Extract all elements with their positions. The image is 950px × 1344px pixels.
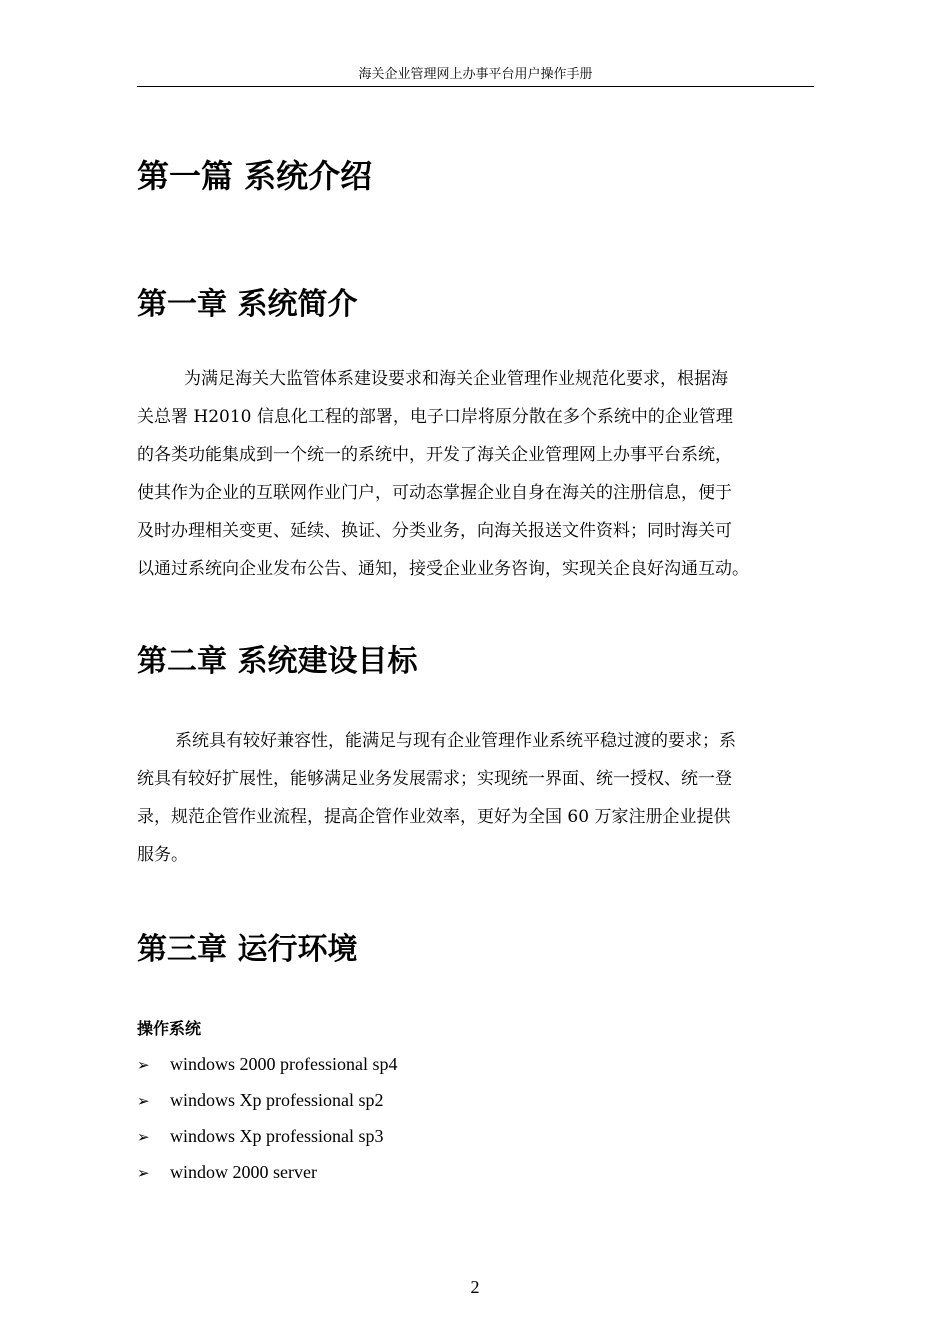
paragraph-line: 及时办理相关变更、延续、换证、分类业务，向海关报送文件资料；同时海关可 (137, 521, 732, 541)
page-header: 海关企业管理网上办事平台用户操作手册 (137, 66, 814, 87)
paragraph-line: 关总署 H2010 信息化工程的部署，电子口岸将原分散在多个系统中的企业管理 (137, 407, 733, 427)
paragraph-line: 录，规范企管作业流程，提高企管作业效率，更好为全国 60 万家注册企业提供 (137, 807, 731, 827)
chapter-3-title: 第三章 运行环境 (137, 932, 358, 967)
arrow-bullet-icon: ➢ (137, 1164, 150, 1182)
paragraph-line: 统具有较好扩展性，能够满足业务发展需求；实现统一界面、统一授权、统一登 (137, 769, 732, 789)
list-item (137, 1046, 398, 1082)
paragraph-line: 服务。 (137, 845, 188, 865)
paragraph-line: 使其作为企业的互联网作业门户，可动态掌握企业自身在海关的注册信息，便于 (137, 483, 732, 503)
os-list (137, 1046, 398, 1190)
list-item-text: windows 2000 professional sp4 (170, 1054, 398, 1074)
list-item-text: windows Xp professional sp2 (170, 1090, 384, 1110)
list-item (137, 1118, 398, 1154)
os-subheading: 操作系统 (137, 1019, 202, 1038)
chapter-2-title: 第二章 系统建设目标 (137, 644, 418, 679)
arrow-bullet-icon: ➢ (137, 1128, 150, 1146)
list-item-text: window 2000 server (170, 1162, 317, 1182)
chapter-1-paragraph (137, 360, 817, 588)
part-title: 第一篇 系统介绍 (137, 157, 373, 195)
chapter-2-paragraph (137, 722, 817, 874)
arrow-bullet-icon: ➢ (137, 1056, 150, 1074)
page-number: 2 (470, 1277, 480, 1297)
arrow-bullet-icon: ➢ (137, 1092, 150, 1110)
paragraph-line: 系统具有较好兼容性，能满足与现有企业管理作业系统平稳过渡的要求；系 (175, 731, 736, 751)
paragraph-line: 以通过系统向企业发布公告、通知，接受企业业务咨询，实现关企良好沟通互动。 (137, 559, 749, 579)
paragraph-line: 的各类功能集成到一个统一的系统中，开发了海关企业管理网上办事平台系统， (137, 445, 732, 465)
list-item (137, 1082, 398, 1118)
list-item (137, 1154, 398, 1190)
list-item-text: windows Xp professional sp3 (170, 1126, 384, 1146)
paragraph-line: 为满足海关大监管体系建设要求和海关企业管理作业规范化要求，根据海 (184, 369, 728, 389)
chapter-1-title: 第一章 系统简介 (137, 287, 358, 322)
